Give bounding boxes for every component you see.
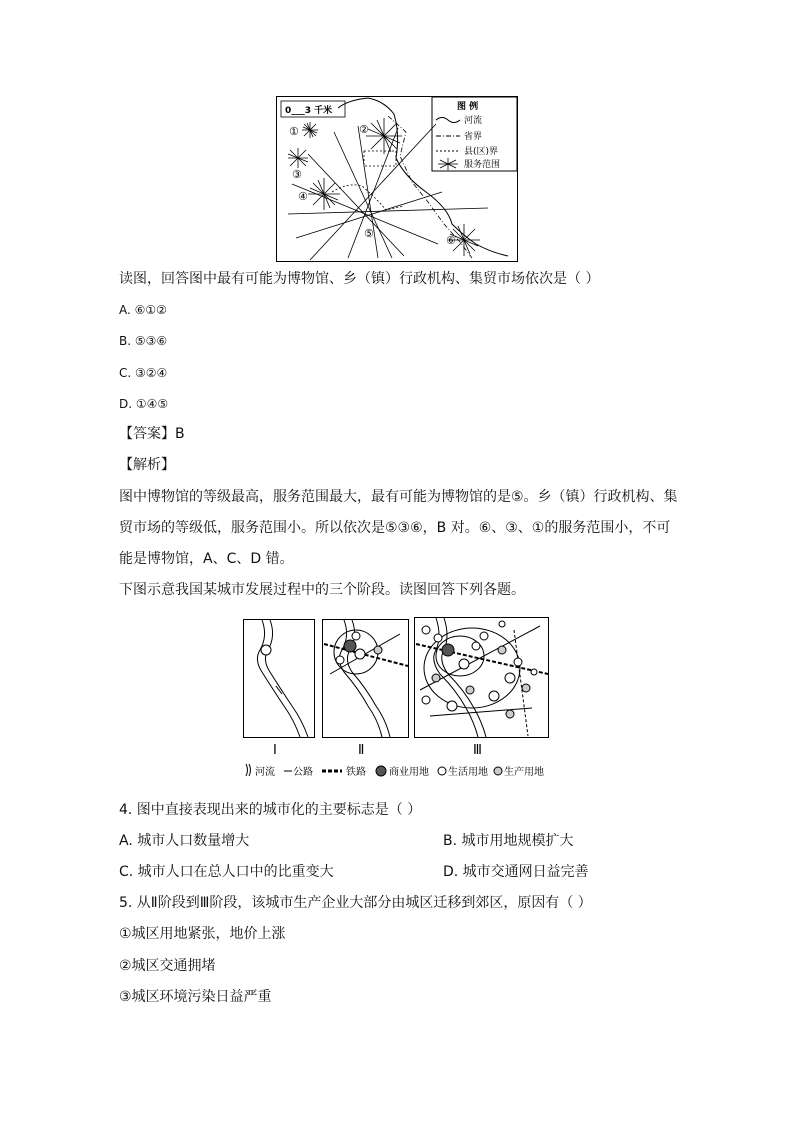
legend2-industrial: 生产用地 bbox=[504, 767, 544, 778]
q4-option-d[interactable]: D. 城市交通网日益完善 bbox=[443, 864, 589, 880]
legend-title: 图 例 bbox=[457, 102, 479, 112]
marker-6: ⑥ bbox=[446, 234, 456, 247]
q3-option-c[interactable]: C. ③②④ bbox=[119, 366, 168, 380]
q4-option-c[interactable]: C. 城市人口在总人口中的比重变大 bbox=[119, 864, 334, 880]
q3-analysis-title: 【解析】 bbox=[119, 457, 175, 473]
q3-answer: 【答案】B bbox=[119, 426, 185, 442]
legend2-commercial: 商业用地 bbox=[389, 767, 429, 778]
figure2-legend bbox=[246, 764, 544, 778]
stage-label-3: Ⅲ bbox=[473, 743, 482, 758]
city-stages-figure bbox=[240, 616, 552, 786]
q4-option-b[interactable]: B. 城市用地规模扩大 bbox=[443, 833, 574, 849]
stage-label-1: Ⅰ bbox=[273, 743, 277, 758]
marker-4: ④ bbox=[298, 190, 308, 203]
q5-item-3: ③城区环境污染日益严重 bbox=[119, 989, 272, 1005]
q3-option-b[interactable]: B. ⑤③⑥ bbox=[119, 334, 168, 348]
legend-province-border: 省界 bbox=[464, 132, 483, 142]
stage-2-panel bbox=[323, 620, 409, 738]
q3-stem: 读图，回答图中最有可能为博物馆、乡（镇）行政机构、集贸市场依次是（ ） bbox=[119, 271, 600, 287]
marker-1: ① bbox=[289, 125, 299, 138]
q4-option-a[interactable]: A. 城市人口数量增大 bbox=[119, 833, 250, 849]
marker-2: ② bbox=[359, 123, 369, 136]
stage-label-2: Ⅱ bbox=[358, 743, 365, 758]
marker-3: ③ bbox=[292, 168, 302, 181]
legend-county-border: 县(区)界 bbox=[464, 147, 499, 157]
q3-analysis-line-3: 能是博物馆，A、C、D 错。 bbox=[119, 551, 294, 567]
legend2-road: 公路 bbox=[293, 767, 313, 778]
stage-1-panel bbox=[244, 620, 315, 738]
q5-item-1: ①城区用地紧张，地价上涨 bbox=[119, 926, 286, 942]
map-scale: 0___3 千米 bbox=[285, 106, 333, 116]
legend2-residential: 生活用地 bbox=[448, 767, 488, 778]
section-intro: 下图示意我国某城市发展过程中的三个阶段。读图回答下列各题。 bbox=[119, 582, 525, 598]
legend2-railway: 铁路 bbox=[346, 767, 366, 778]
q3-analysis-line-1: 图中博物馆的等级最高，服务范围最大，最有可能为博物馆的是⑤。乡（镇）行政机构、集 bbox=[119, 489, 678, 505]
service-range-map bbox=[276, 96, 518, 262]
stage-3-panel bbox=[415, 618, 549, 738]
q5-stem: 5. 从Ⅱ阶段到Ⅲ阶段，该城市生产企业大部分由城区迁移到郊区，原因有（ ） bbox=[119, 895, 592, 911]
q4-stem: 4. 图中直接表现出来的城市化的主要标志是（ ） bbox=[119, 802, 422, 818]
q5-item-2: ②城区交通拥堵 bbox=[119, 958, 216, 974]
legend-river: 河流 bbox=[464, 116, 483, 126]
q3-option-d[interactable]: D. ①④⑤ bbox=[119, 397, 169, 411]
legend-service-range: 服务范围 bbox=[464, 160, 501, 170]
legend2-river: 河流 bbox=[255, 767, 275, 778]
marker-5: ⑤ bbox=[364, 227, 374, 240]
q3-analysis-line-2: 贸市场的等级低，服务范围小。所以依次是⑤③⑥，B 对。⑥、③、①的服务范围小，不可 bbox=[119, 520, 671, 536]
q3-option-a[interactable]: A. ⑥①② bbox=[119, 303, 167, 317]
